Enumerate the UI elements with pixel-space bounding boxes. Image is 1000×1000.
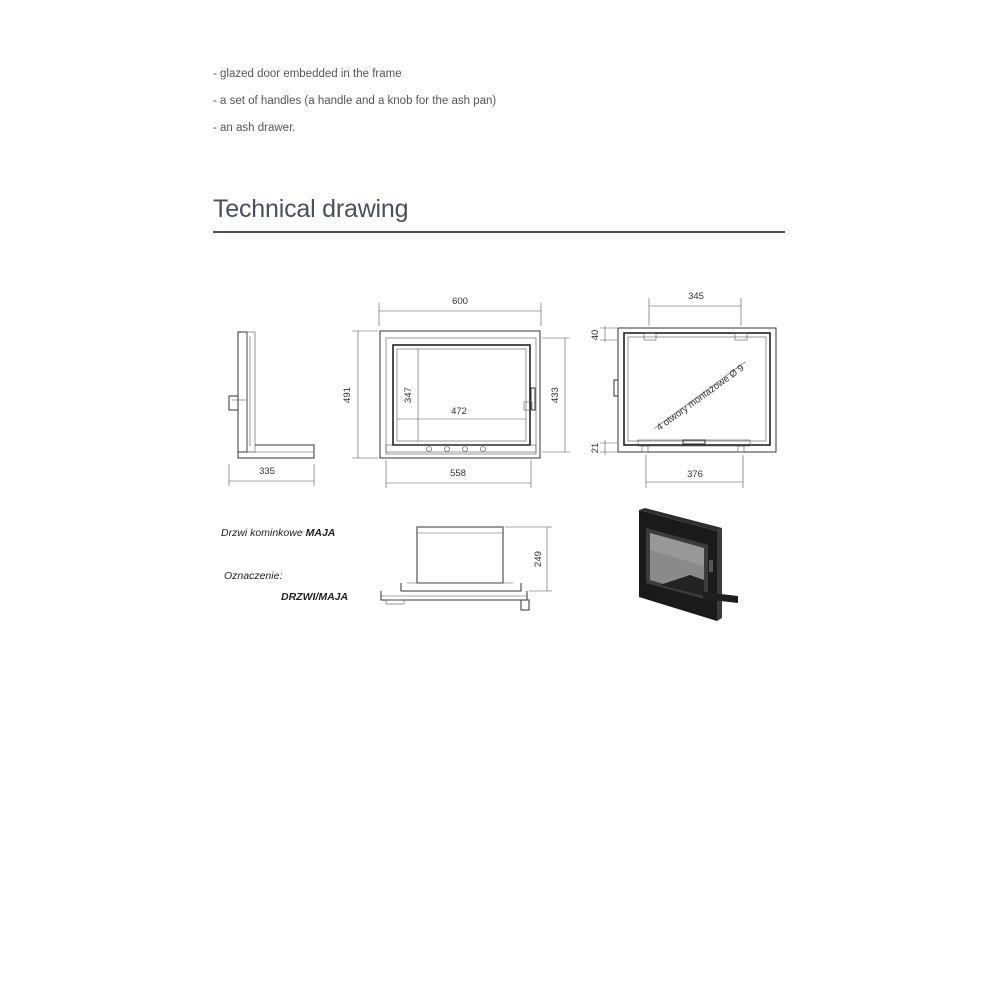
front-view xyxy=(342,296,570,488)
dim-side-depth: 335 xyxy=(259,466,275,477)
caption-line2: Oznaczenie: xyxy=(224,570,283,582)
dim-back-top-offset: 40 xyxy=(590,329,601,341)
door-3d-render xyxy=(639,508,738,621)
dim-glass-width: 472 xyxy=(451,406,467,417)
product-caption xyxy=(221,527,348,603)
dim-front-bottom-width: 558 xyxy=(450,468,466,479)
dim-front-width: 600 xyxy=(452,296,468,307)
caption-line1: Drzwi kominkowe MAJA xyxy=(221,527,336,539)
dim-back-bottom-offset: 21 xyxy=(590,442,601,454)
back-view xyxy=(590,291,776,488)
mounting-holes-note: 4 otwory montażowe Ø 9 xyxy=(654,362,747,434)
dim-back-bottom-width: 376 xyxy=(687,469,703,480)
feature-item: - an ash drawer. xyxy=(213,122,296,134)
side-view xyxy=(229,332,314,486)
section-title: Technical drawing xyxy=(213,195,409,223)
dim-back-top-width: 345 xyxy=(688,291,704,302)
feature-item: - glazed door embedded in the frame xyxy=(213,68,402,80)
feature-item: - a set of handles (a handle and a knob for the ash pan) xyxy=(213,95,497,107)
dim-bottom-depth: 249 xyxy=(533,551,544,567)
top-view xyxy=(381,527,552,610)
dim-front-inner-height: 433 xyxy=(550,387,561,403)
dim-glass-height: 347 xyxy=(403,387,414,403)
dim-front-height: 491 xyxy=(342,387,353,403)
caption-line3: DRZWI/MAJA xyxy=(281,591,349,603)
